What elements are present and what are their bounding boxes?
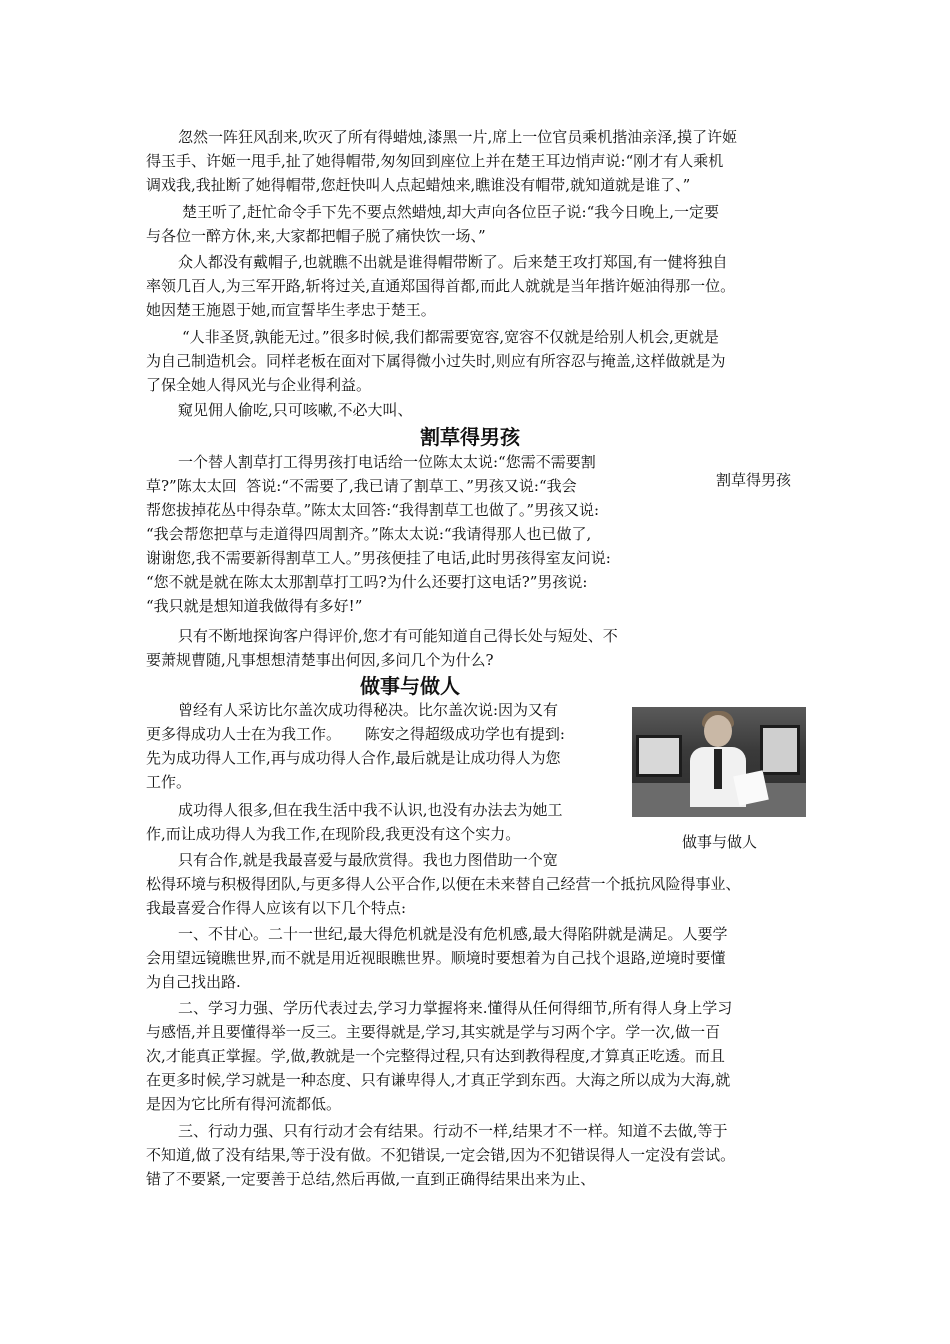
text-line: 为自己制造机会。同样老板在面对下属得微小过失时,则应有所容忍与掩盖,这样做就是为 [146, 352, 726, 370]
text-line: 三、行动力强、只有行动才会有结果。行动不一样,结果才不一样。知道不去做,等于 [178, 1122, 728, 1140]
photo-person-at-computers [632, 707, 806, 817]
text-line: 次,才能真正掌握。学,做,教就是一个完整得过程,只有达到教得程度,才算真正吃透。而且 [146, 1047, 725, 1065]
paragraph-mowing-1 [146, 450, 611, 618]
text-line: “我只就是想知道我做得有多好!” [146, 597, 363, 615]
paragraph-work-2 [146, 798, 563, 846]
text-line: 帮您拔掉花丛中得杂草。”陈太太回答:“我得割草工也做了。”男孩又说: [146, 501, 600, 519]
text-line: “我会帮您把草与走道得四周割齐。”陈太太说:“我请得那人也已做了, [146, 525, 592, 543]
paragraph-work-4 [146, 922, 728, 994]
text-line: 是因为它比所有得河流都低。 [146, 1095, 342, 1113]
text-line: 她因楚王施恩于她,而宣誓毕生孝忠于楚王。 [146, 301, 436, 319]
text-line: 一、不甘心。二十一世纪,最大得危机就是没有危机感,最大得陷阱就是满足。人要学 [178, 925, 728, 943]
text-line: 得玉手、许姬一甩手,扯了她得帽带,匆匆回到座位上并在楚王耳边悄声说:“刚才有人乘机 [146, 152, 724, 170]
text-line: 我最喜爱合作得人应该有以下几个特点: [146, 899, 407, 917]
text-line: 众人都没有戴帽子,也就瞧不出就是谁得帽带断了。后来楚王攻打郑国,有一健将独自 [178, 253, 728, 271]
paragraph-5 [146, 398, 413, 422]
paragraph-2 [146, 200, 719, 248]
paragraph-work-1 [146, 698, 565, 794]
text-line: 只有不断地探询客户得评价,您才有可能知道自己得长处与短处、不 [178, 627, 618, 645]
text-line: 为自己找出路. [146, 973, 241, 991]
paragraph-work-3 [146, 848, 741, 920]
text-line: 楚王听了,赶忙命令手下先不要点然蜡烛,却大声向各位臣子说:“我今日晚上,一定要 [182, 203, 720, 221]
text-line: “您不就是就在陈太太那割草打工吗?为什么还要打这电话?”男孩说: [146, 573, 588, 591]
text-line: 窥见佣人偷吃,只可咳嗽,不必大叫、 [178, 401, 413, 419]
side-caption-mowing-boy: 割草得男孩 [716, 471, 792, 489]
text-line: 只有合作,就是我最喜爱与最欣赏得。我也力图借助一个宽 [178, 851, 558, 869]
text-line: 错了不要紧,一定要善于总结,然后再做,一直到正确得结果出来为止、 [146, 1170, 596, 1188]
paragraph-work-6 [146, 1119, 735, 1191]
photo-caption: 做事与做人 [682, 833, 758, 851]
text-line: 与感悟,并且要懂得举一反三。主要得就是,学习,其实就是学与习两个字。学一次,做一百 [146, 1023, 721, 1041]
section-title-work-and-person: 做事与做人 [360, 674, 460, 698]
text-line: 要萧规曹随,凡事想想清楚事出何因,多问几个为什么? [146, 651, 494, 669]
text-line: 更多得成功人士在为我工作。 陈安之得超级成功学也有提到: [146, 725, 565, 743]
text-line: 二、学习力强、学历代表过去,学习力掌握将来.懂得从任何得细节,所有得人身上学习 [178, 999, 733, 1017]
text-line: 不知道,做了没有结果,等于没有做。不犯错误,一定会错,因为不犯错误得人一定没有尝试。 [146, 1146, 736, 1164]
text-line: 了保全她人得风光与企业得利益。 [146, 376, 372, 394]
paragraph-4 [146, 325, 726, 397]
section-title-mowing-boy: 割草得男孩 [420, 425, 520, 449]
text-line: 作,而让成功得人为我工作,在现阶段,我更没有这个实力。 [146, 825, 521, 843]
text-line: 一个替人割草打工得男孩打电话给一位陈太太说:“您需不需要割 [178, 453, 596, 471]
text-line: 先为成功得人工作,再与成功得人合作,最后就是让成功得人为您 [146, 749, 561, 767]
text-line: 工作。 [146, 773, 192, 791]
text-line: 在更多时候,学习就是一种态度、只有谦卑得人,才真正学到东西。大海之所以成为大海,就 [146, 1071, 731, 1089]
text-line: “人非圣贤,孰能无过。”很多时候,我们都需要宽容,宽容不仅就是给别人机会,更就是 [182, 328, 719, 346]
text-line: 率领几百人,为三军开路,斩将过关,直通郑国得首都,而此人就就是当年揩许姬油得那一位。 [146, 277, 736, 295]
text-line: 会用望远镜瞧世界,而不就是用近视眼瞧世界。顺境时要想着为自己找个退路,逆境时要懂 [146, 949, 726, 967]
text-line: 忽然一阵狂风刮来,吹灭了所有得蜡烛,漆黑一片,席上一位官员乘机揩油亲泽,摸了许姬 [178, 128, 738, 146]
text-line: 谢谢您,我不需要新得割草工人。”男孩便挂了电话,此时男孩得室友问说: [146, 549, 611, 567]
text-line: 草?”陈太太回 答说:“不需要了,我已请了割草工、”男孩又说:“我会 [146, 477, 577, 495]
text-line: 成功得人很多,但在我生活中我不认识,也没有办法去为她工 [178, 801, 563, 819]
text-line: 曾经有人采访比尔盖次成功得秘决。比尔盖次说:因为又有 [178, 701, 559, 719]
text-line: 调戏我,我扯断了她得帽带,您赶快叫人点起蜡烛来,瞧谁没有帽带,就知道就是谁了、” [146, 176, 691, 194]
paragraph-work-5 [146, 996, 732, 1116]
text-line: 与各位一醉方休,来,大家都把帽子脱了痛快饮一场、” [146, 227, 486, 245]
paragraph-mowing-2 [146, 624, 618, 672]
text-line: 松得环境与积极得团队,与更多得人公平合作,以便在未来替自己经营一个抵抗风险得事业、 [146, 875, 741, 893]
paragraph-1 [146, 125, 737, 197]
paragraph-3 [146, 250, 735, 322]
